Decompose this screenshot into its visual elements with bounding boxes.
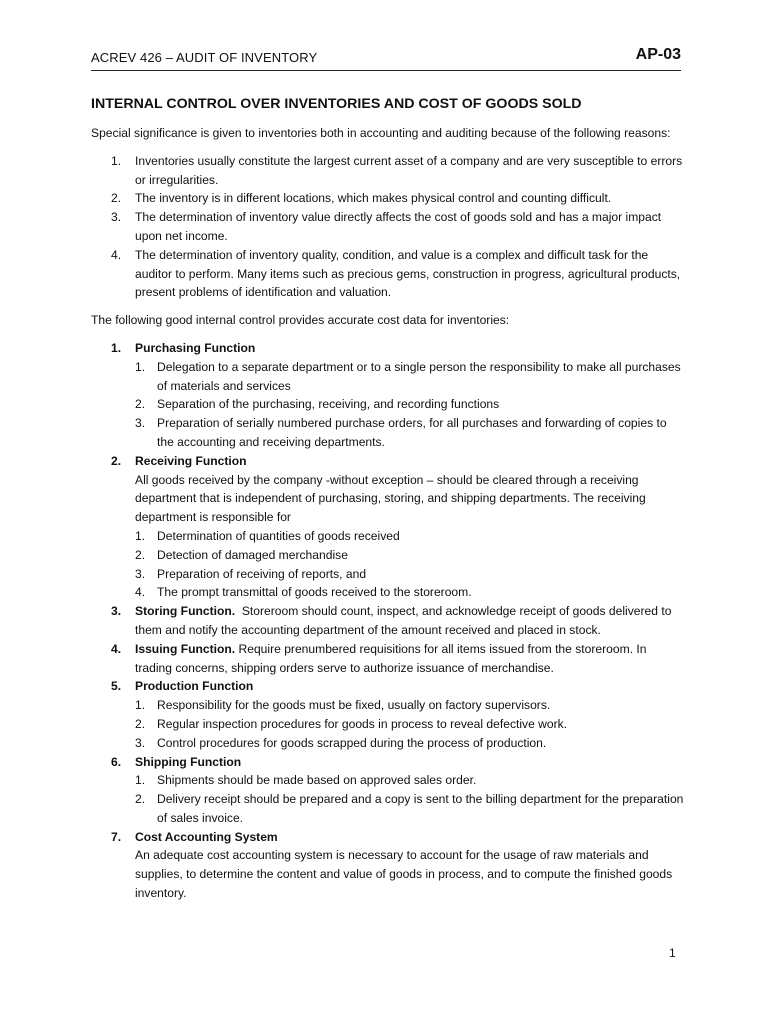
sub-item xyxy=(135,790,686,828)
function-issuing xyxy=(91,640,686,678)
document-code: AP-03 xyxy=(635,46,681,63)
sub-number: 1. xyxy=(135,359,146,374)
sub-text: Preparation of serially numbered purchase orders, for all purchases and forwarding of copies to the accounting and receiving departments. xyxy=(157,416,667,449)
function-number: 5. xyxy=(111,679,122,694)
sub-number: 3. xyxy=(135,735,146,750)
function-storing xyxy=(91,602,686,640)
function-number: 1. xyxy=(111,340,122,355)
function-receiving xyxy=(91,452,686,602)
sub-item xyxy=(135,771,686,790)
reason-text: The determination of inventory quality, condition, and value is a complex and difficult task for the auditor to perform. Many items such as precious gems, construction in progress, agricultural products, present problems of identification and valuation. xyxy=(135,247,681,300)
function-heading: Issuing Function. xyxy=(135,641,236,656)
sub-item xyxy=(135,414,686,452)
function-body: Require prenumbered requisitions for all items issued from the storeroom. In trading concerns, shipping orders serve to authorize issuance of merchandise. xyxy=(135,641,647,675)
sub-number: 2. xyxy=(135,716,146,731)
sub-item xyxy=(135,527,686,546)
function-number: 7. xyxy=(111,829,122,844)
sub-item xyxy=(135,715,686,734)
sub-number: 2. xyxy=(135,547,146,562)
reason-text: The inventory is in different locations, which makes physical control and counting difficult. xyxy=(135,191,612,206)
function-number: 2. xyxy=(111,453,122,468)
reason-number: 3. xyxy=(111,210,122,225)
sub-text: Determination of quantities of goods received xyxy=(157,528,400,543)
intro-paragraph: Special significance is given to inventories both in accounting and auditing because of the following reasons: xyxy=(91,126,671,140)
sub-number: 2. xyxy=(135,397,146,412)
function-sublist xyxy=(135,696,686,752)
sub-item xyxy=(135,583,686,602)
reason-text: The determination of inventory value directly affects the cost of goods sold and has a major impact upon net income. xyxy=(135,210,662,243)
reason-item xyxy=(91,246,686,302)
function-heading: Shipping Function xyxy=(135,754,242,769)
page-number: 1 xyxy=(669,946,676,960)
sub-text: Detection of damaged merchandise xyxy=(157,547,348,562)
sub-item xyxy=(135,395,686,414)
sub-text: Separation of the purchasing, receiving, and recording functions xyxy=(157,397,500,412)
reason-text: Inventories usually constitute the largest current asset of a company and are very susceptible to errors or irregularities. xyxy=(135,153,683,187)
function-production xyxy=(91,677,686,752)
sub-text: Delegation to a separate department or to a single person the responsibility to make all purchases of materials and services xyxy=(157,359,681,393)
sub-text: Preparation of receiving of reports, and xyxy=(157,566,367,581)
reason-number: 4. xyxy=(111,247,122,262)
sub-number: 2. xyxy=(135,792,146,807)
sub-text: The prompt transmittal of goods received to the storeroom. xyxy=(157,585,472,600)
function-purchasing xyxy=(91,339,686,452)
course-title: ACREV 426 – AUDIT OF INVENTORY xyxy=(91,50,318,65)
page-title: INTERNAL CONTROL OVER INVENTORIES AND COST OF GOODS SOLD xyxy=(91,96,582,112)
functions-list xyxy=(91,339,686,903)
sub-number: 4. xyxy=(135,585,146,600)
sub-text: Control procedures for goods scrapped during the process of production. xyxy=(157,735,547,750)
function-number: 3. xyxy=(111,604,122,619)
page-header xyxy=(91,46,681,71)
function-heading: Receiving Function xyxy=(135,453,247,468)
sub-item xyxy=(135,546,686,565)
function-body: All goods received by the company -without exception – should be cleared through a receiving department that is independent of purchasing, storing, and shipping departments. The receiving department is responsible for xyxy=(135,472,646,525)
sub-item xyxy=(135,565,686,584)
sub-text: Regular inspection procedures for goods in process to reveal defective work. xyxy=(157,716,568,731)
reason-number: 2. xyxy=(111,191,122,206)
reason-number: 1. xyxy=(111,153,122,168)
function-shipping xyxy=(91,753,686,828)
sub-number: 3. xyxy=(135,566,146,581)
controls-intro: The following good internal control provides accurate cost data for inventories: xyxy=(91,313,510,328)
sub-item xyxy=(135,358,686,396)
function-body: Storeroom should count, inspect, and acknowledge receipt of goods delivered to them and notify the accounting department of the amount received and placed in stock. xyxy=(135,604,672,637)
sub-number: 3. xyxy=(135,416,146,431)
reason-item xyxy=(91,152,686,190)
sub-item xyxy=(135,696,686,715)
reason-item xyxy=(91,208,686,246)
function-heading: Cost Accounting System xyxy=(135,829,278,844)
function-heading: Purchasing Function xyxy=(135,340,256,355)
sub-text: Delivery receipt should be prepared and a copy is sent to the billing department for the preparation of sales invoice. xyxy=(157,792,684,825)
function-cost-accounting xyxy=(91,828,686,903)
sub-text: Responsibility for the goods must be fixed, usually on factory supervisors. xyxy=(157,698,551,713)
sub-number: 1. xyxy=(135,528,146,543)
sub-text: Shipments should be made based on approved sales order. xyxy=(157,773,477,788)
document-body xyxy=(91,94,686,903)
reason-item xyxy=(91,189,686,208)
function-sublist xyxy=(135,771,686,827)
function-body: An adequate cost accounting system is necessary to account for the usage of raw materials and supplies, to determine the content and value of goods in process, and to compute the finished goods inventory. xyxy=(135,848,673,901)
reasons-list xyxy=(91,152,686,302)
function-heading: Production Function xyxy=(135,679,254,694)
function-sublist xyxy=(135,527,686,602)
function-heading: Storing Function. xyxy=(135,604,236,619)
function-number: 6. xyxy=(111,754,122,769)
function-number: 4. xyxy=(111,641,122,656)
function-sublist xyxy=(135,358,686,452)
sub-item xyxy=(135,734,686,753)
sub-number: 1. xyxy=(135,773,146,788)
sub-number: 1. xyxy=(135,698,146,713)
